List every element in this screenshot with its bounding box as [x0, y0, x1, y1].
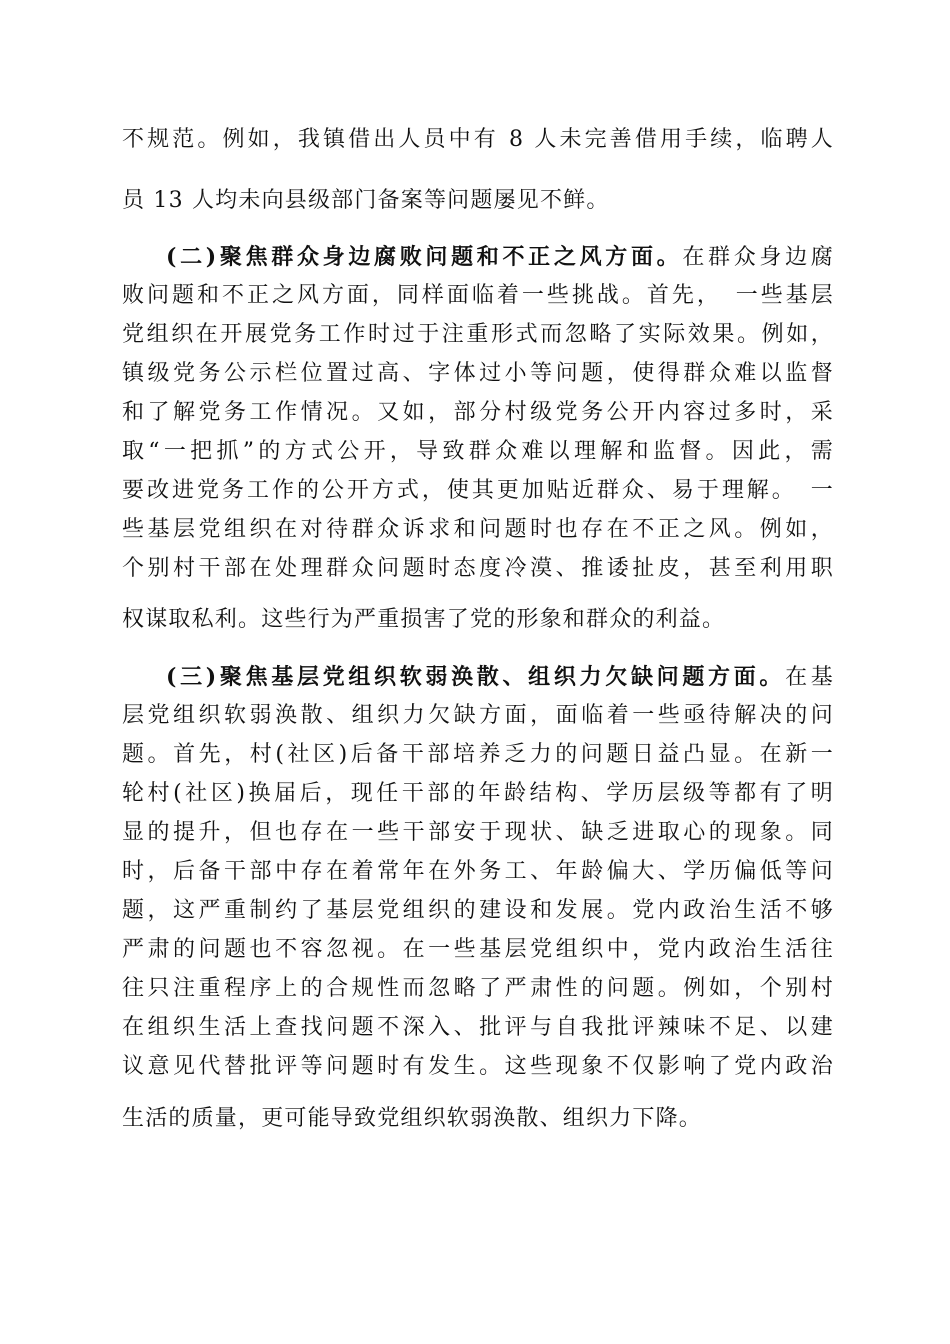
para3-heading: (三)聚焦基层党组织软弱涣散、组织力欠缺问题方面。 [166, 664, 786, 690]
para2-line-5: 和了解党务工作情况。又如，部分村级党务公开内容过多时，采 [122, 400, 834, 425]
para3-line-6: 时，后备干部中存在着常年在外务工、年龄偏大、学历偏低等问 [122, 859, 834, 884]
para3-line-12: 生活的质量，更可能导致党组织软弱涣散、组织力下降。 [122, 1106, 703, 1131]
para2-line-1-text: 在群众身边腐 [682, 245, 834, 270]
para2-heading: (二)聚焦群众身边腐败问题和不正之风方面。 [166, 244, 683, 270]
para3-line-5: 显的提升，但也存在一些干部安于现状、缺乏进取心的现象。同 [122, 820, 834, 845]
para3-line-8: 严肃的问题也不容忽视。在一些基层党组织中，党内政治生活往 [122, 937, 834, 962]
para3-line-10: 在组织生活上查找问题不深入、批评与自我批评辣味不足、以建 [122, 1015, 834, 1040]
para2-line-3: 党组织在开展党务工作时过于注重形式而忽略了实际效果。例如， [122, 322, 834, 347]
para2-line-1 [166, 242, 834, 272]
para2-line-10: 权谋取私利。这些行为严重损害了党的形象和群众的利益。 [122, 607, 726, 632]
para3-line-9: 往只注重程序上的合规性而忽略了严肃性的问题。例如，个别村 [122, 976, 834, 1001]
para3-line-2: 层党组织软弱涣散、组织力欠缺方面，面临着一些亟待解决的问 [122, 703, 834, 728]
para2-line-9: 个别村干部在处理群众问题时态度冷漠、推诿扯皮，甚至利用职 [122, 556, 834, 581]
para1-line-1: 不规范。例如，我镇借出人员中有 8 人未完善借用手续，临聘人 [122, 127, 834, 152]
para3-line-3: 题。首先，村(社区)后备干部培养乏力的问题日益凸显。在新一 [122, 742, 834, 767]
para2-line-7: 要改进党务工作的公开方式，使其更加贴近群众、易于理解。 一 [122, 478, 834, 503]
para2-line-6: 取“一把抓”的方式公开，导致群众难以理解和监督。因此，需 [122, 439, 834, 464]
para3-line-7: 题，这严重制约了基层党组织的建设和发展。党内政治生活不够 [122, 898, 834, 923]
para3-line-1 [166, 662, 834, 692]
para2-line-8: 些基层党组织在对待群众诉求和问题时也存在不正之风。例如， [122, 517, 834, 542]
para2-line-4: 镇级党务公示栏位置过高、字体过小等问题，使得群众难以监督 [122, 361, 834, 386]
para1-line-2: 员 13 人均未向县级部门备案等问题屡见不鲜。 [122, 188, 610, 213]
para3-line-11: 议意见代替批评等问题时有发生。这些现象不仅影响了党内政治 [122, 1054, 834, 1079]
para3-line-4: 轮村(社区)换届后，现任干部的年龄结构、学历层级等都有了明 [122, 781, 834, 806]
para2-line-2: 败问题和不正之风方面，同样面临着一些挑战。首先， 一些基层 [122, 283, 834, 308]
para3-line-1-text: 在基 [785, 665, 835, 690]
